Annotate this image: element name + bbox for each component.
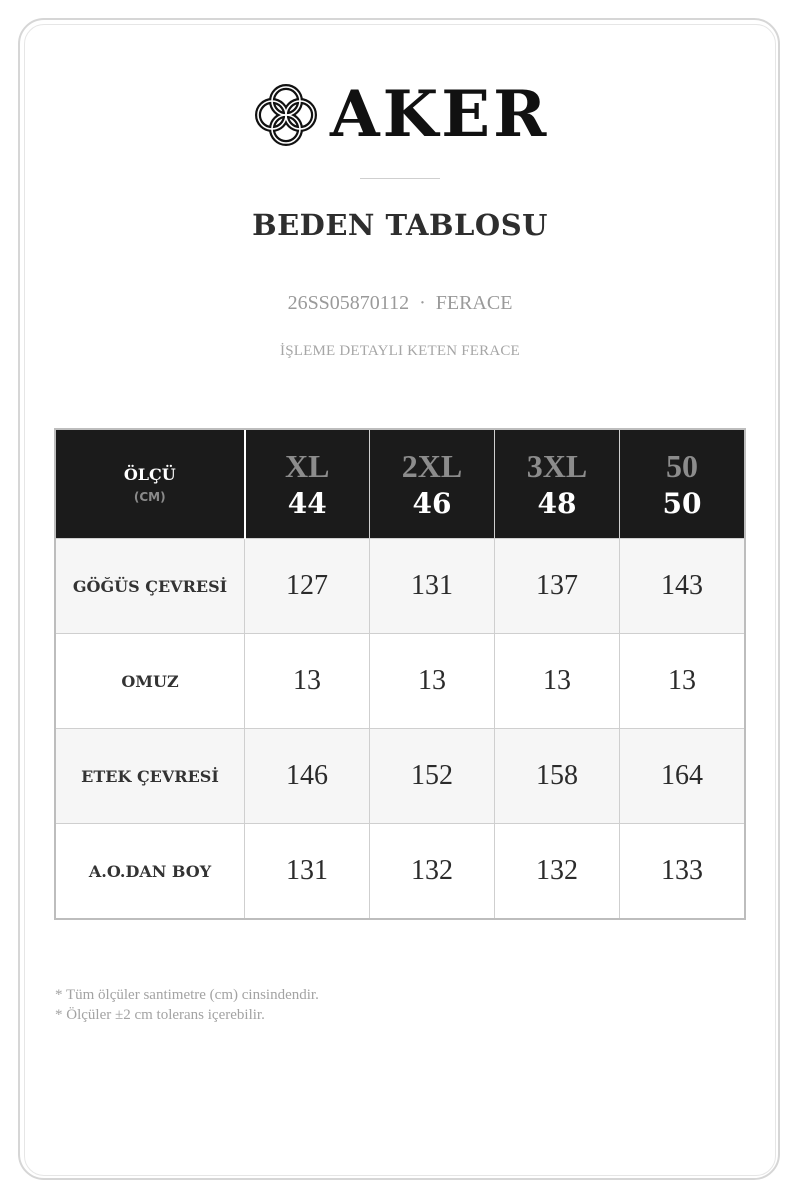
table-cell: 127 bbox=[245, 539, 370, 634]
row-label: A.O.DAN BOY bbox=[56, 824, 245, 919]
separator-dot: · bbox=[419, 292, 426, 314]
size-header-cell bbox=[245, 430, 370, 539]
table-cell: 131 bbox=[370, 539, 495, 634]
table-row bbox=[56, 634, 745, 729]
product-code-line bbox=[0, 292, 800, 315]
size-number: 48 bbox=[537, 487, 577, 520]
row-label: OMUZ bbox=[56, 634, 245, 729]
table-cell: 152 bbox=[370, 729, 495, 824]
row-label: GÖĞÜS ÇEVRESİ bbox=[56, 539, 245, 634]
table-header-row bbox=[56, 430, 745, 539]
footnote: * Tüm ölçüler santimetre (cm) cinsindendir. bbox=[55, 987, 319, 1003]
size-header-cell bbox=[370, 430, 495, 539]
page-title: BEDEN TABLOSU bbox=[252, 208, 548, 242]
header-measure-cell bbox=[56, 430, 245, 539]
table-cell: 146 bbox=[245, 729, 370, 824]
product-name: İŞLEME DETAYLI KETEN FERACE bbox=[280, 343, 520, 359]
header-unit-label: (CM) bbox=[133, 489, 166, 504]
row-label: ETEK ÇEVRESİ bbox=[56, 729, 245, 824]
size-header-cell bbox=[620, 430, 745, 539]
size-number: 44 bbox=[287, 487, 327, 520]
table-cell: 158 bbox=[495, 729, 620, 824]
product-code: 26SS05870112 bbox=[287, 292, 410, 314]
table-cell: 131 bbox=[245, 824, 370, 919]
table-cell: 13 bbox=[370, 634, 495, 729]
brand-name: AKER bbox=[330, 77, 550, 152]
table-cell: 13 bbox=[495, 634, 620, 729]
size-number: 46 bbox=[412, 487, 452, 520]
footnotes bbox=[55, 985, 319, 1025]
table-cell: 143 bbox=[620, 539, 745, 634]
size-letter: 50 bbox=[666, 448, 698, 484]
size-letter: 3XL bbox=[526, 448, 588, 484]
table-row bbox=[56, 729, 745, 824]
size-number: 50 bbox=[662, 487, 702, 520]
header-measure-label: ÖLÇÜ bbox=[123, 464, 176, 484]
brand-logo bbox=[252, 78, 552, 152]
table-cell: 133 bbox=[620, 824, 745, 919]
title-divider bbox=[360, 178, 440, 179]
table-cell: 132 bbox=[370, 824, 495, 919]
size-letter: 2XL bbox=[401, 448, 463, 484]
footnote: * Ölçüler ±2 cm tolerans içerebilir. bbox=[55, 1007, 265, 1023]
table-cell: 164 bbox=[620, 729, 745, 824]
table-row bbox=[56, 824, 745, 919]
product-category: FERACE bbox=[435, 292, 513, 314]
table-cell: 13 bbox=[620, 634, 745, 729]
table-cell: 137 bbox=[495, 539, 620, 634]
size-letter: XL bbox=[285, 448, 330, 484]
size-chart-table bbox=[55, 429, 745, 919]
interlaced-knot-icon bbox=[252, 81, 320, 149]
size-header-cell bbox=[495, 430, 620, 539]
table-row bbox=[56, 539, 745, 634]
table-cell: 132 bbox=[495, 824, 620, 919]
table-cell: 13 bbox=[245, 634, 370, 729]
